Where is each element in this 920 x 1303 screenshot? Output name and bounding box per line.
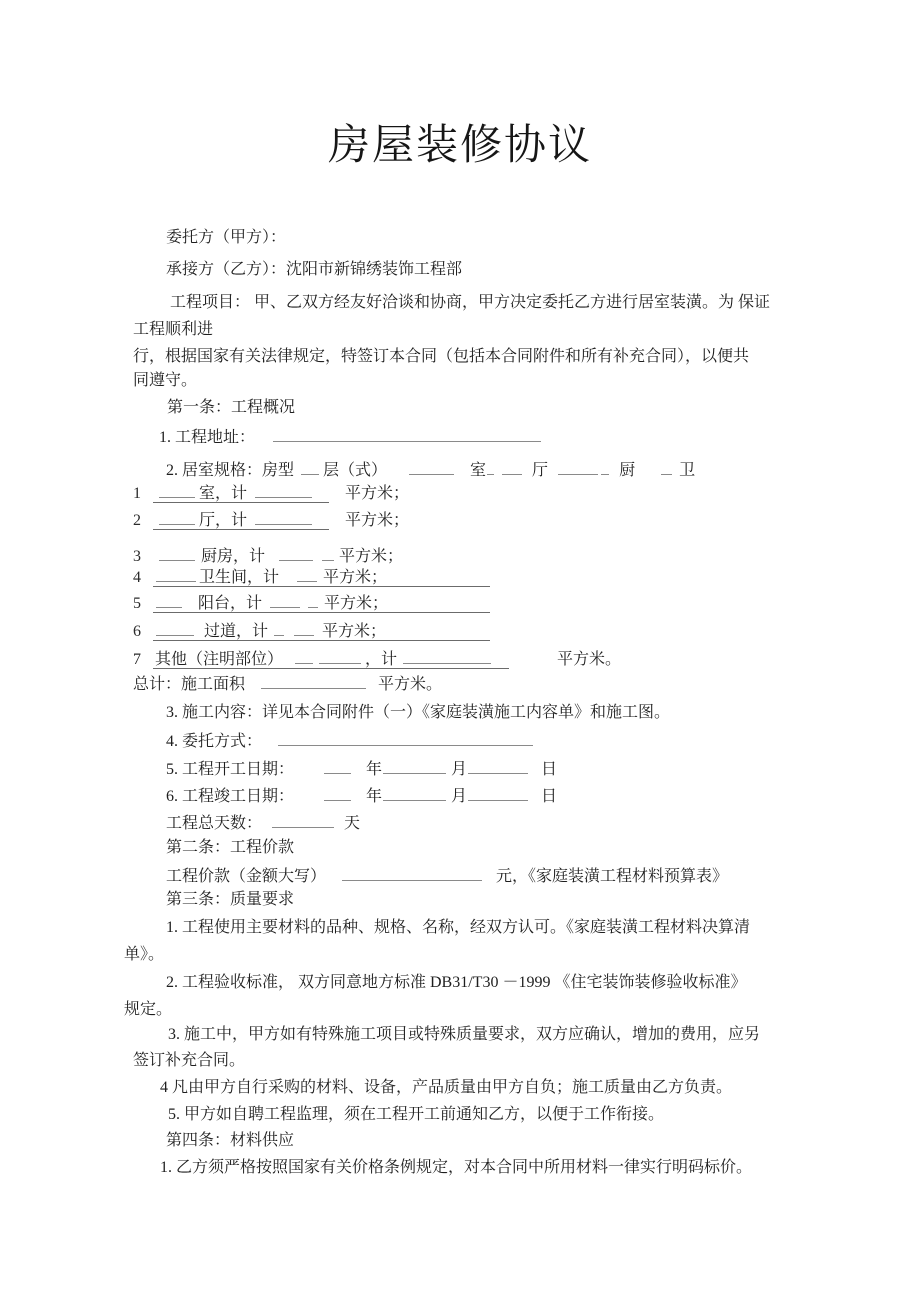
row-cell [153, 620, 490, 641]
row-label: 厨房，计 [201, 548, 266, 565]
line-project-2: 工程顺利进 [133, 321, 214, 338]
article4-heading: 第四条：材料供应 [166, 1132, 295, 1149]
days-label: 工程总天数： [166, 815, 263, 832]
year-label: 年 [366, 788, 383, 805]
blank-field [558, 459, 598, 475]
blank-field [159, 509, 195, 525]
line-quality-5: 5. 甲方如自聘工程监理，须在工程开工前通知乙方，以便于工作衔接。 [168, 1106, 665, 1123]
spec-bath-label: 卫 [679, 462, 696, 479]
spec-row-7 [133, 648, 621, 670]
month-label: 月 [451, 761, 468, 778]
row-unit: 平方米； [323, 569, 388, 586]
row-unit: 平方米； [345, 512, 410, 529]
month-blank-field [383, 785, 446, 801]
row-cell [153, 509, 329, 530]
line-address [159, 426, 541, 448]
row-label: 阳台，计 [198, 595, 263, 612]
day-blank-field [468, 785, 528, 801]
line-total-area [133, 673, 442, 695]
row-number: 4 [133, 569, 141, 586]
blank-field [274, 620, 284, 636]
spec-hall-label: 厅 [532, 462, 549, 479]
blank-field [502, 459, 522, 475]
blank-field [301, 459, 319, 475]
blank-field [156, 566, 196, 582]
row-unit: 平方米； [324, 595, 389, 612]
year-blank-field [324, 785, 351, 801]
line-project-4: 同遵守。 [133, 372, 198, 389]
row-number: 1 [133, 485, 141, 502]
blank-field [601, 459, 609, 475]
line-room-spec-header [166, 459, 695, 481]
spec-room-label: 室 [470, 462, 487, 479]
row-number: 6 [133, 623, 141, 640]
blank-field [270, 592, 300, 608]
article3-heading: 第三条：质量要求 [166, 891, 295, 908]
row-number: 3 [133, 548, 141, 565]
total-unit: 平方米。 [378, 676, 443, 693]
day-blank-field [468, 758, 528, 774]
spec-floor-label: 层（式） [323, 462, 388, 479]
blank-field [661, 459, 672, 475]
article1-heading: 第一条：工程概况 [167, 399, 296, 416]
row-label: 室，计 [199, 485, 248, 502]
spec-row-3 [133, 531, 403, 567]
blank-field [294, 620, 314, 636]
line-material-1: 1. 乙方须严格按照国家有关价格条例规定，对本合同中所用材料一律实行明码标价。 [160, 1159, 753, 1176]
row-mid-label: ，计 [365, 651, 398, 668]
line-price [166, 865, 728, 887]
line-work-content: 3. 施工内容：详见本合同附件（一）《家庭装潢施工内容单》和施工图。 [166, 704, 671, 721]
address-label: 1. 工程地址： [159, 429, 256, 446]
line-quality-3a: 3. 施工中，甲方如有特殊施工项目或特殊质量要求，双方应确认，增加的费用，应另 [168, 1026, 761, 1043]
address-blank-field [273, 426, 541, 442]
year-blank-field [324, 758, 351, 774]
row-cell [153, 482, 329, 503]
row-cell [153, 648, 509, 669]
blank-field [156, 592, 182, 608]
spec-row-4 [133, 566, 490, 588]
row-number: 2 [133, 512, 141, 529]
price-suffix: 元，《家庭装潢工程材料预算表》 [496, 868, 729, 885]
spec-kitchen-label: 厨 [619, 462, 636, 479]
line-entrust-mode [166, 730, 533, 752]
blank-field [487, 459, 494, 475]
line-total-days [166, 812, 360, 834]
spec-row-5 [133, 592, 490, 614]
blank-field [159, 482, 195, 498]
line-finish-date [166, 785, 557, 807]
line-party-a: 委托方（甲方）： [166, 229, 287, 246]
blank-field [319, 648, 361, 664]
start-date-label: 5. 工程开工日期： [166, 761, 295, 778]
spec-row-2 [133, 509, 409, 531]
blank-field [255, 482, 312, 498]
blank-field [403, 648, 491, 664]
blank-field [156, 620, 194, 636]
row-unit: 平方米； [345, 485, 410, 502]
line-quality-1b: 单》。 [124, 946, 165, 963]
row-label: 卫生间，计 [199, 569, 280, 586]
blank-field [159, 545, 195, 561]
row-unit: 平方米。 [557, 651, 622, 668]
spec-row-1 [133, 482, 409, 504]
month-label: 月 [451, 788, 468, 805]
row-cell [153, 592, 490, 613]
days-unit: 天 [344, 815, 361, 832]
line-project-3: 行，根据国家有关法律规定，特签订本合同（包括本合同附件和所有补充合同），以便共 [133, 348, 750, 365]
price-blank-field [342, 865, 482, 881]
row-number: 5 [133, 595, 141, 612]
blank-field [279, 545, 313, 561]
year-label: 年 [366, 761, 383, 778]
row-cell [153, 566, 490, 587]
line-start-date [166, 758, 557, 780]
line-project-1: 工程项目： 甲、乙双方经友好洽谈和协商，甲方决定委托乙方进行居室装潢。为 保证 [170, 294, 771, 311]
finish-date-label: 6. 工程竣工日期： [166, 788, 295, 805]
row-label: 过道，计 [204, 623, 269, 640]
document-title: 房屋装修协议 [327, 123, 592, 169]
row-label: 厅，计 [199, 512, 248, 529]
month-blank-field [383, 758, 446, 774]
row-label: 其他（注明部位） [155, 651, 284, 668]
line-quality-4: 4 凡由甲方自行采购的材料、设备，产品质量由甲方自负；施工质量由乙方负责。 [160, 1079, 733, 1096]
row-unit: 平方米； [322, 623, 387, 640]
total-label: 总计：施工面积 [133, 676, 246, 693]
blank-field [308, 592, 318, 608]
price-label: 工程价款（金额大写） [166, 868, 327, 885]
line-quality-1a: 1. 工程使用主要材料的品种、规格、名称，经双方认可。《家庭装潢工程材料决算清 [166, 919, 751, 936]
blank-field [255, 509, 312, 525]
day-label: 日 [541, 788, 558, 805]
spec-label: 2. 居室规格：房型 [166, 462, 295, 479]
day-label: 日 [541, 761, 558, 778]
blank-field [322, 545, 334, 561]
spec-row-6 [133, 620, 490, 642]
line-party-b: 承接方（乙方）：沈阳市新锦绣装饰工程部 [166, 261, 463, 278]
total-blank-field [261, 673, 366, 689]
blank-field [409, 459, 454, 475]
blank-field [297, 566, 317, 582]
article2-heading: 第二条：工程价款 [166, 839, 295, 856]
line-quality-2a: 2. 工程验收标准， 双方同意地方标准 DB31/T30 －1999 《住宅装饰装修验收标准》 [166, 974, 747, 991]
row-unit: 平方米； [339, 548, 404, 565]
days-blank-field [272, 812, 334, 828]
entrust-blank-field [278, 730, 533, 746]
row-content [153, 531, 403, 567]
blank-field [295, 648, 313, 664]
line-quality-2b: 规定。 [124, 1001, 173, 1018]
row-number: 7 [133, 651, 141, 668]
line-quality-3b: 签订补充合同。 [133, 1052, 246, 1069]
entrust-label: 4. 委托方式： [166, 733, 263, 750]
